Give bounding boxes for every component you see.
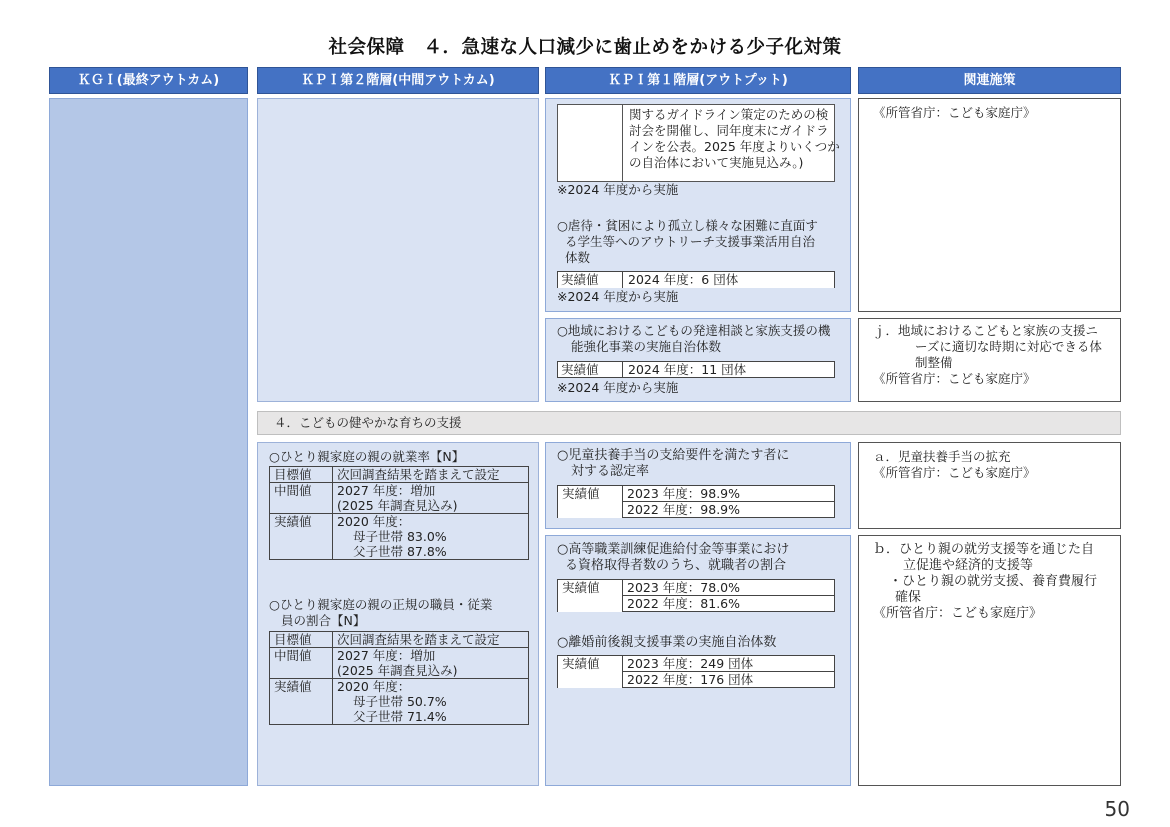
ministry-text: 《所管省庁：こども家庭庁》 [873,105,1036,120]
page-title: 社会保障 ４．急速な人口減少に歯止めをかける少子化対策 [328,37,842,58]
allowance-table: 実績値 2023 年度：98.9% 2022 年度：98.9% [557,485,835,518]
divorce-support-item: ○離婚前後親支援事業の実施自治体数 [557,635,777,650]
allowance-item: ○児童扶養手当の支給要件を満たす者に 対する認定率 [557,448,790,479]
divider [622,105,623,181]
kgi-column [49,98,248,786]
guideline-text: 関するガイドライン策定のための検 討会を開催し、同年度末にガイドラ インを公表。2025 年度よりいくつか の自治体において実施見込み。) [629,107,840,170]
header-kpi-level2: ＫＰＩ第２階層(中間アウトカム) [257,67,539,94]
kpi2-table-regular-employment: 目標値 次回調査結果を踏まえて設定 中間値 2027 年度：増加 (2025 年調査見込み) 実績値 2020 年度： 母子世帯 50.7% 父子世帯 71.4% [269,631,529,725]
vocational-table: 実績値 2023 年度：78.0% 2022 年度：81.6% [557,579,835,612]
policy-block-a [858,442,1121,529]
outreach-item: ○虐待・貧困により孤立し様々な困難に直面す る学生等へのアウトリーチ支援事業活用自治 体数 [557,218,818,265]
kpi2-table-employment: 目標値 次回調査結果を踏まえて設定 中間値 2027 年度：増加 (2025 年調査見込み) 実績値 2020 年度： 母子世帯 83.0% 父子世帯 87.8% [269,466,529,560]
kpi1-block-b [545,535,851,786]
page-number: 50 [1104,797,1130,821]
policy-a-text: ａ．児童扶養手当の拡充 《所管省庁：こども家庭庁》 [873,449,1036,480]
kpi1-block-top [545,98,851,312]
section-heading: ４．こどもの健やかな育ちの支援 [257,411,1121,435]
vocational-item: ○高等職業訓練促進給付金等事業におけ る資格取得者数のうち、就職者の割合 [557,542,790,573]
divorce-support-table: 実績値 2023 年度：249 団体 2022 年度：176 団体 [557,655,835,688]
policy-j-text: ｊ．地域におけるこどもと家族の支援ニ ーズに適切な時期に対応できる体 制整備 《所管省庁：こども家庭庁》 [873,323,1102,386]
dev-consult-value-row: 実績値 2024 年度：11 団体 [557,361,835,378]
header-kpi-level1: ＫＰＩ第１階層(アウトプット) [545,67,851,94]
note-text: ※2024 年度から実施 [557,380,679,395]
policy-block-j [858,318,1121,402]
outreach-value-row: 実績値 2024 年度：6 団体 [557,271,835,288]
header-kgi: ＫＧＩ(最終アウトカム) [49,67,248,94]
kpi2-column-upper [257,98,539,402]
policy-block-top [858,98,1121,312]
kpi2-item-employment: ○ひとり親家庭の親の就業率【N】 [269,449,465,464]
note-text: ※2024 年度から実施 [557,289,679,304]
dev-consult-item: ○地域におけるこどもの発達相談と家族支援の機 能強化事業の実施自治体数 [557,323,831,354]
kpi2-column-lower [257,442,539,786]
policy-b-text: ｂ．ひとり親の就労支援等を通じた自 立促進や経済的支援等 ・ひとり親の就労支援、養育費履行 確保 《所管省庁：こども家庭庁》 [873,542,1098,621]
kpi1-block-a [545,442,851,529]
note-text: ※2024 年度から実施 [557,182,679,197]
kpi1-block-j [545,318,851,402]
guideline-box [557,104,840,182]
policy-block-b [858,535,1121,786]
kpi2-item-regular-employment: ○ひとり親家庭の親の正規の職員・従業 員の割合【N】 [269,597,493,628]
header-related-policy: 関連施策 [858,67,1121,94]
